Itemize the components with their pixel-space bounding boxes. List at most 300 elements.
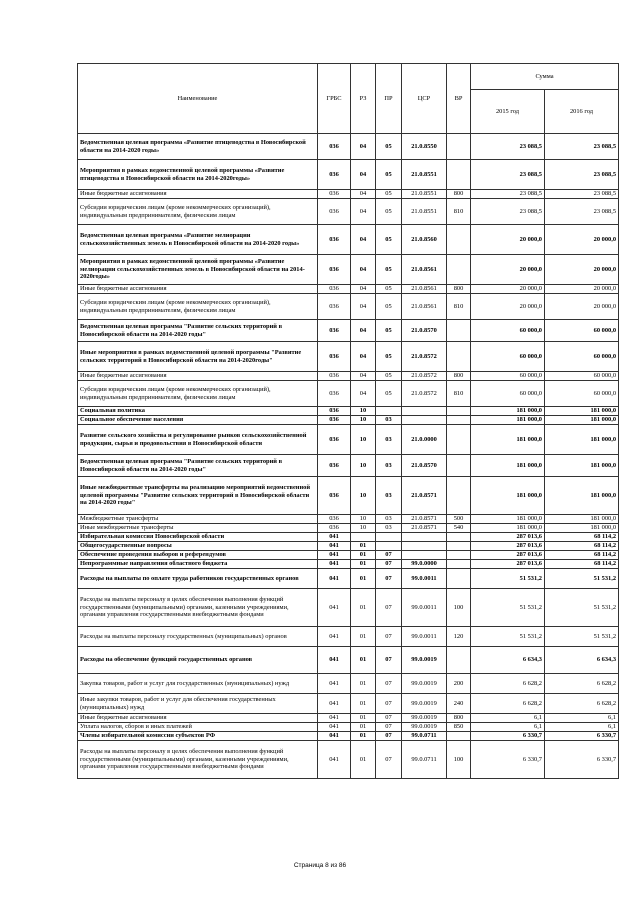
row-csr: 21.0.8561	[402, 255, 447, 285]
row-sum-2015: 287 013,6	[471, 533, 545, 542]
row-sum-2015: 6,1	[471, 714, 545, 723]
table-row	[78, 694, 619, 714]
table-row	[78, 627, 619, 647]
row-csr: 21.0.8571	[402, 477, 447, 515]
row-pr: 07	[376, 694, 402, 714]
row-rz: 01	[351, 732, 376, 741]
row-sum-2015: 23 088,5	[471, 199, 545, 225]
row-sum-2016: 181 000,0	[545, 455, 619, 477]
row-name: Расходы на выплаты по оплате труда работников государственных органов	[78, 569, 318, 589]
table-row	[78, 134, 619, 160]
row-sum-2015: 60 000,0	[471, 320, 545, 342]
row-vr: 800	[447, 190, 471, 199]
row-grbs: 041	[318, 569, 351, 589]
row-sum-2016: 51 531,2	[545, 569, 619, 589]
row-sum-2015: 51 531,2	[471, 569, 545, 589]
row-rz: 04	[351, 285, 376, 294]
row-sum-2016: 23 088,5	[545, 160, 619, 190]
row-grbs: 041	[318, 647, 351, 674]
row-sum-2016: 6 628,2	[545, 694, 619, 714]
table-row	[78, 714, 619, 723]
row-csr: 21.0.8560	[402, 225, 447, 255]
row-sum-2015: 20 000,0	[471, 225, 545, 255]
row-name: Иные бюджетные ассигнования	[78, 285, 318, 294]
row-rz: 10	[351, 416, 376, 425]
table-row	[78, 674, 619, 694]
row-csr: 21.0.8572	[402, 342, 447, 372]
row-sum-2016: 181 000,0	[545, 407, 619, 416]
row-sum-2015: 181 000,0	[471, 425, 545, 455]
row-pr: 07	[376, 551, 402, 560]
row-sum-2015: 181 000,0	[471, 524, 545, 533]
row-name: Субсидии юридическим лицам (кроме некоммерческих организаций), индивидуальным предпринимателям, физическим лицам	[78, 381, 318, 407]
row-vr	[447, 342, 471, 372]
row-csr: 99.0.0019	[402, 714, 447, 723]
row-sum-2015: 181 000,0	[471, 407, 545, 416]
row-pr: 03	[376, 416, 402, 425]
row-sum-2015: 287 013,6	[471, 560, 545, 569]
row-pr: 07	[376, 627, 402, 647]
row-name: Ведомственная целевая программа "Развитие сельских территорий в Новосибирской области на 2014-2020 годы"	[78, 455, 318, 477]
table-row	[78, 542, 619, 551]
row-sum-2015: 23 088,5	[471, 160, 545, 190]
row-pr: 05	[376, 285, 402, 294]
row-vr: 800	[447, 714, 471, 723]
row-sum-2015: 287 013,6	[471, 542, 545, 551]
table-row	[78, 407, 619, 416]
row-vr: 800	[447, 372, 471, 381]
header-rz: РЗ	[351, 64, 376, 134]
row-vr	[447, 477, 471, 515]
row-name: Социальное обеспечение населения	[78, 416, 318, 425]
row-rz: 04	[351, 372, 376, 381]
row-pr: 07	[376, 569, 402, 589]
row-sum-2016: 60 000,0	[545, 381, 619, 407]
row-vr: 540	[447, 524, 471, 533]
row-name: Члены избирательной комиссии субъектов РФ	[78, 732, 318, 741]
table-row	[78, 160, 619, 190]
row-vr	[447, 160, 471, 190]
row-rz: 04	[351, 342, 376, 372]
row-pr: 07	[376, 560, 402, 569]
row-csr	[402, 551, 447, 560]
row-name: Развитие сельского хозяйства и регулирование рынков сельскохозяйственной продукции, сырья и продовольствия в Новосибирской области	[78, 425, 318, 455]
row-name: Иные мероприятия в рамках ведомственной целевой программы "Развитие сельских территорий в Новосибирской области на 2014-2020годы"	[78, 342, 318, 372]
row-rz: 01	[351, 674, 376, 694]
table-row	[78, 723, 619, 732]
row-rz: 04	[351, 134, 376, 160]
row-sum-2016: 60 000,0	[545, 372, 619, 381]
row-pr: 05	[376, 381, 402, 407]
row-name: Ведомственная целевая программа «Развитие птицеводства в Новосибирской области на 2014-2020 годы»	[78, 134, 318, 160]
row-grbs: 036	[318, 515, 351, 524]
row-rz: 10	[351, 524, 376, 533]
row-rz: 01	[351, 741, 376, 779]
row-vr	[447, 542, 471, 551]
row-vr	[447, 455, 471, 477]
row-sum-2015: 23 088,5	[471, 134, 545, 160]
row-name: Иные межбюджетные трансферты на реализацию мероприятий ведомственной целевой программы "Развитие сельских территорий в Новосибирской области на 2014-2020 годы"	[78, 477, 318, 515]
row-pr	[376, 533, 402, 542]
row-sum-2016: 6,1	[545, 714, 619, 723]
row-sum-2015: 51 531,2	[471, 627, 545, 647]
row-grbs: 036	[318, 455, 351, 477]
row-sum-2016: 181 000,0	[545, 477, 619, 515]
row-sum-2015: 6 634,3	[471, 647, 545, 674]
row-name: Избирательная комиссия Новосибирской области	[78, 533, 318, 542]
row-csr: 21.0.8570	[402, 320, 447, 342]
row-rz: 04	[351, 225, 376, 255]
table-row	[78, 560, 619, 569]
row-name: Расходы на выплаты персоналу в целях обеспечения выполнения функций государственными (муниципальными) органами, казенными учреждениями, органами управления государственными внебюджетными фондами	[78, 741, 318, 779]
row-pr: 05	[376, 320, 402, 342]
row-name: Субсидии юридическим лицам (кроме некоммерческих организаций), индивидуальным предпринимателям, физическим лицам	[78, 294, 318, 320]
row-rz: 01	[351, 551, 376, 560]
row-sum-2016: 6,1	[545, 723, 619, 732]
row-grbs: 041	[318, 589, 351, 627]
row-sum-2016: 6 330,7	[545, 741, 619, 779]
header-pr: ПР	[376, 64, 402, 134]
row-vr	[447, 551, 471, 560]
table-row	[78, 533, 619, 542]
row-pr: 05	[376, 199, 402, 225]
row-sum-2016: 20 000,0	[545, 294, 619, 320]
row-name: Иные бюджетные ассигнования	[78, 372, 318, 381]
row-grbs: 036	[318, 524, 351, 533]
row-csr: 21.0.8551	[402, 199, 447, 225]
row-sum-2015: 60 000,0	[471, 342, 545, 372]
row-sum-2015: 181 000,0	[471, 477, 545, 515]
row-name: Иные бюджетные ассигнования	[78, 190, 318, 199]
row-pr: 03	[376, 477, 402, 515]
row-rz: 04	[351, 255, 376, 285]
row-name: Субсидии юридическим лицам (кроме некоммерческих организаций), индивидуальным предпринимателям, физическим лицам	[78, 199, 318, 225]
row-sum-2016: 23 088,5	[545, 199, 619, 225]
row-csr	[402, 416, 447, 425]
row-pr: 07	[376, 714, 402, 723]
table-row	[78, 647, 619, 674]
row-grbs: 041	[318, 694, 351, 714]
row-sum-2016: 181 000,0	[545, 524, 619, 533]
row-rz: 01	[351, 569, 376, 589]
row-rz: 04	[351, 199, 376, 225]
row-pr	[376, 542, 402, 551]
row-rz: 01	[351, 627, 376, 647]
row-vr	[447, 225, 471, 255]
row-sum-2015: 60 000,0	[471, 381, 545, 407]
row-grbs: 041	[318, 674, 351, 694]
row-csr: 21.0.8551	[402, 160, 447, 190]
row-rz: 01	[351, 694, 376, 714]
header-sum: Сумма	[471, 64, 619, 90]
row-vr: 120	[447, 627, 471, 647]
table-row	[78, 199, 619, 225]
row-csr: 99.0.0711	[402, 732, 447, 741]
row-csr: 21.0.8561	[402, 294, 447, 320]
row-rz: 01	[351, 723, 376, 732]
row-grbs: 036	[318, 225, 351, 255]
row-name: Обеспечение проведения выборов и референдумов	[78, 551, 318, 560]
table-row	[78, 455, 619, 477]
row-rz: 04	[351, 160, 376, 190]
row-grbs: 036	[318, 134, 351, 160]
row-grbs: 041	[318, 560, 351, 569]
header-2016: 2016 год	[545, 90, 619, 134]
budget-table	[77, 63, 619, 779]
row-name: Непрограммные направления областного бюджета	[78, 560, 318, 569]
page-footer: Страница 8 из 86	[293, 862, 347, 869]
table-row	[78, 551, 619, 560]
table-row	[78, 741, 619, 779]
row-csr: 99.0.0019	[402, 723, 447, 732]
table-row	[78, 425, 619, 455]
row-name: Расходы на выплаты персоналу государственных (муниципальных) органов	[78, 627, 318, 647]
row-rz: 04	[351, 294, 376, 320]
budget-table-sheet	[77, 63, 618, 779]
table-row	[78, 732, 619, 741]
row-grbs: 036	[318, 372, 351, 381]
row-name: Ведомственная целевая программа «Развитие мелиорации сельскохозяйственных земель в Новосибирской области на 2014-2020 годы»	[78, 225, 318, 255]
row-vr	[447, 569, 471, 589]
row-csr: 21.0.8561	[402, 285, 447, 294]
row-sum-2016: 181 000,0	[545, 425, 619, 455]
row-csr	[402, 407, 447, 416]
row-sum-2016: 68 114,2	[545, 542, 619, 551]
row-vr	[447, 320, 471, 342]
row-pr: 05	[376, 255, 402, 285]
table-row	[78, 381, 619, 407]
row-sum-2015: 60 000,0	[471, 372, 545, 381]
row-csr	[402, 542, 447, 551]
row-sum-2016: 20 000,0	[545, 285, 619, 294]
row-pr: 05	[376, 225, 402, 255]
row-sum-2015: 287 013,6	[471, 551, 545, 560]
row-sum-2016: 6 330,7	[545, 732, 619, 741]
row-rz: 10	[351, 477, 376, 515]
table-row	[78, 255, 619, 285]
row-vr: 240	[447, 694, 471, 714]
row-pr: 03	[376, 515, 402, 524]
table-row	[78, 569, 619, 589]
row-grbs: 041	[318, 627, 351, 647]
row-sum-2015: 20 000,0	[471, 294, 545, 320]
row-sum-2015: 51 531,2	[471, 589, 545, 627]
row-pr: 07	[376, 674, 402, 694]
row-csr: 99.0.0011	[402, 627, 447, 647]
row-name: Расходы на обеспечение функций государственных органов	[78, 647, 318, 674]
row-name: Межбюджетные трансферты	[78, 515, 318, 524]
row-pr: 05	[376, 342, 402, 372]
row-grbs: 036	[318, 381, 351, 407]
row-csr	[402, 533, 447, 542]
row-csr: 21.0.8570	[402, 455, 447, 477]
row-sum-2015: 181 000,0	[471, 455, 545, 477]
row-csr: 99.0.0019	[402, 674, 447, 694]
table-body	[78, 134, 619, 779]
row-csr: 21.0.8551	[402, 190, 447, 199]
row-grbs: 036	[318, 199, 351, 225]
row-grbs: 036	[318, 477, 351, 515]
row-grbs: 036	[318, 285, 351, 294]
row-sum-2016: 6 634,3	[545, 647, 619, 674]
table-row	[78, 589, 619, 627]
row-name: Мероприятия в рамках ведомственной целевой программы «Развитие птицеводства в Новосибирской области на 2014-2020годы»	[78, 160, 318, 190]
row-vr	[447, 647, 471, 674]
row-vr: 800	[447, 285, 471, 294]
row-rz: 01	[351, 589, 376, 627]
header-name: Наименование	[78, 64, 318, 134]
row-sum-2016: 68 114,2	[545, 560, 619, 569]
row-vr	[447, 416, 471, 425]
table-row	[78, 294, 619, 320]
table-row	[78, 416, 619, 425]
row-pr: 03	[376, 425, 402, 455]
row-pr: 05	[376, 160, 402, 190]
table-row	[78, 372, 619, 381]
row-csr: 99.0.0019	[402, 647, 447, 674]
row-pr: 07	[376, 741, 402, 779]
row-name: Общегосударственные вопросы	[78, 542, 318, 551]
row-name: Социальная политика	[78, 407, 318, 416]
row-name: Уплата налогов, сборов и иных платежей	[78, 723, 318, 732]
table-row	[78, 515, 619, 524]
row-name: Расходы на выплаты персоналу в целях обеспечения выполнения функций государственными (муниципальными) органами, казенными учреждениями, органами управления государственными внебюджетными фондами	[78, 589, 318, 627]
row-sum-2015: 181 000,0	[471, 416, 545, 425]
header-vr: ВР	[447, 64, 471, 134]
row-sum-2016: 6 628,2	[545, 674, 619, 694]
row-sum-2016: 60 000,0	[545, 342, 619, 372]
row-csr: 21.0.8571	[402, 524, 447, 533]
row-rz	[351, 533, 376, 542]
row-sum-2015: 23 088,5	[471, 190, 545, 199]
row-vr: 810	[447, 294, 471, 320]
row-sum-2016: 23 088,5	[545, 190, 619, 199]
row-sum-2016: 60 000,0	[545, 320, 619, 342]
row-sum-2016: 23 088,5	[545, 134, 619, 160]
row-sum-2016: 20 000,0	[545, 255, 619, 285]
header-csr: ЦСР	[402, 64, 447, 134]
row-grbs: 036	[318, 342, 351, 372]
row-pr: 05	[376, 372, 402, 381]
row-csr: 99.0.0000	[402, 560, 447, 569]
row-grbs: 036	[318, 255, 351, 285]
row-pr: 05	[376, 190, 402, 199]
row-sum-2016: 181 000,0	[545, 515, 619, 524]
table-row	[78, 524, 619, 533]
row-rz: 04	[351, 320, 376, 342]
row-csr: 99.0.0011	[402, 569, 447, 589]
row-vr: 810	[447, 381, 471, 407]
row-rz: 04	[351, 381, 376, 407]
row-pr: 07	[376, 732, 402, 741]
row-csr: 99.0.0711	[402, 741, 447, 779]
row-grbs: 041	[318, 714, 351, 723]
table-row	[78, 225, 619, 255]
row-rz: 01	[351, 647, 376, 674]
row-grbs: 041	[318, 732, 351, 741]
row-rz: 10	[351, 515, 376, 524]
row-csr: 99.0.0011	[402, 589, 447, 627]
row-pr: 03	[376, 455, 402, 477]
row-csr: 21.0.8571	[402, 515, 447, 524]
row-grbs: 036	[318, 160, 351, 190]
row-pr: 05	[376, 134, 402, 160]
row-sum-2016: 181 000,0	[545, 416, 619, 425]
row-sum-2016: 51 531,2	[545, 589, 619, 627]
row-vr: 100	[447, 741, 471, 779]
row-csr: 21.0.8572	[402, 381, 447, 407]
row-grbs: 041	[318, 542, 351, 551]
row-sum-2015: 181 000,0	[471, 515, 545, 524]
row-name: Иные закупки товаров, работ и услуг для обеспечения государственных (муниципальных) нужд	[78, 694, 318, 714]
row-rz: 01	[351, 542, 376, 551]
row-grbs: 041	[318, 551, 351, 560]
table-row	[78, 285, 619, 294]
row-rz: 10	[351, 455, 376, 477]
row-sum-2016: 20 000,0	[545, 225, 619, 255]
row-sum-2015: 6 628,2	[471, 674, 545, 694]
row-grbs: 036	[318, 320, 351, 342]
row-csr: 21.0.0000	[402, 425, 447, 455]
row-vr: 810	[447, 199, 471, 225]
row-pr	[376, 407, 402, 416]
row-sum-2016: 51 531,2	[545, 627, 619, 647]
row-rz: 04	[351, 190, 376, 199]
row-grbs: 041	[318, 741, 351, 779]
row-rz: 01	[351, 560, 376, 569]
row-rz: 01	[351, 714, 376, 723]
row-sum-2015: 20 000,0	[471, 255, 545, 285]
row-sum-2015: 6 628,2	[471, 694, 545, 714]
row-sum-2015: 6 330,7	[471, 732, 545, 741]
row-vr	[447, 407, 471, 416]
row-vr	[447, 425, 471, 455]
row-name: Ведомственная целевая программа "Развитие сельских территорий в Новосибирской области на 2014-2020 годы"	[78, 320, 318, 342]
table-row	[78, 190, 619, 199]
row-sum-2016: 68 114,2	[545, 533, 619, 542]
row-vr	[447, 134, 471, 160]
row-csr: 21.0.8572	[402, 372, 447, 381]
row-pr: 07	[376, 647, 402, 674]
row-grbs: 036	[318, 294, 351, 320]
row-sum-2015: 6 330,7	[471, 741, 545, 779]
row-csr: 99.0.0019	[402, 694, 447, 714]
row-pr: 07	[376, 589, 402, 627]
row-vr	[447, 255, 471, 285]
header-2015: 2015 год	[471, 90, 545, 134]
row-grbs: 041	[318, 723, 351, 732]
row-vr: 850	[447, 723, 471, 732]
row-grbs: 036	[318, 425, 351, 455]
table-row	[78, 342, 619, 372]
row-name: Закупка товаров, работ и услуг для государственных (муниципальных) нужд	[78, 674, 318, 694]
row-grbs: 041	[318, 533, 351, 542]
row-pr: 07	[376, 723, 402, 732]
row-name: Иные бюджетные ассигнования	[78, 714, 318, 723]
row-name: Иные межбюджетные трансферты	[78, 524, 318, 533]
row-vr: 100	[447, 589, 471, 627]
row-vr: 500	[447, 515, 471, 524]
row-sum-2015: 20 000,0	[471, 285, 545, 294]
table-row	[78, 320, 619, 342]
row-grbs: 036	[318, 416, 351, 425]
row-rz: 10	[351, 407, 376, 416]
row-vr	[447, 560, 471, 569]
row-pr: 03	[376, 524, 402, 533]
table-row	[78, 477, 619, 515]
row-name: Мероприятия в рамках ведомственной целевой программы «Развитие мелиорации сельскохозяйственных земель в Новосибирской области на 2014-2020годы»	[78, 255, 318, 285]
row-vr: 200	[447, 674, 471, 694]
